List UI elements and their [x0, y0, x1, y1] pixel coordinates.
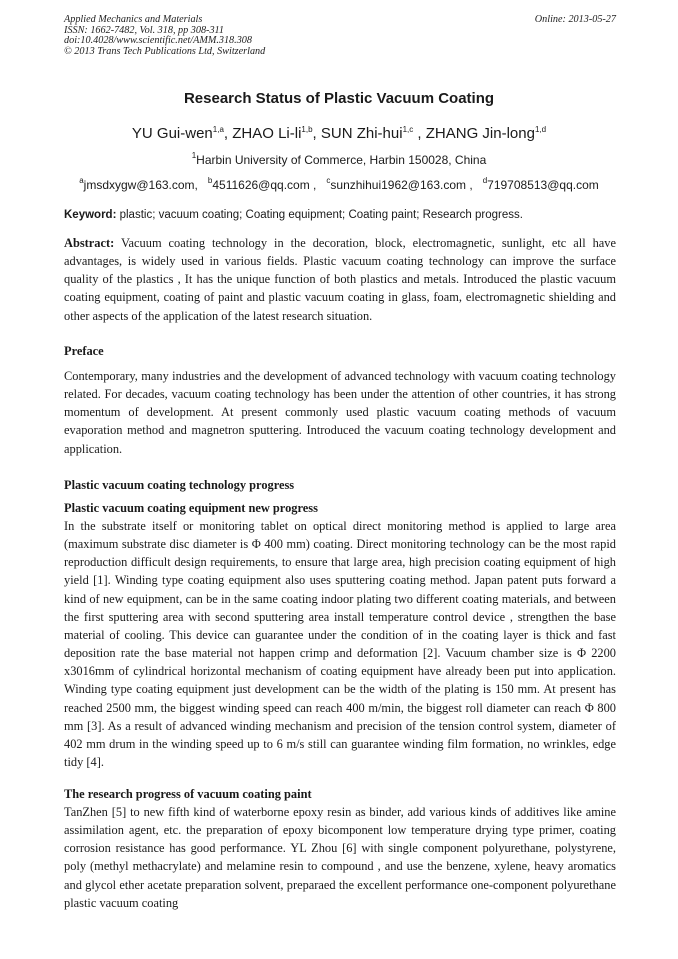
email-address: sunzhihui1962@163.com , [330, 178, 473, 192]
keywords [64, 209, 616, 221]
affiliation [0, 153, 678, 167]
author-affil-mark: 1,b [301, 125, 313, 134]
preface-heading: Preface [64, 344, 104, 358]
journal-header [64, 15, 265, 57]
online-date: Online: 2013-05-27 [534, 14, 616, 25]
author-name: SUN Zhi-hui [320, 125, 403, 142]
abstract-text: Vacuum coating technology in the decoration, block, electromagnetic, sunlight, etc all have advantages, is widely used in various fields. Plastic vacuum coating technology can improve the surface quality of the plastics , It has the unique function of both plastics and metals. Introduced the plastic vacuum coating equipment, coating of paint and plastic vacuum coating in glass, foam, electromagnetic shielding and other aspects of the application of the latest research situation. [64, 236, 616, 323]
email-separator [316, 178, 326, 192]
subsection-text: TanZhen [5] to new fifth kind of waterborne epoxy resin as binder, add various kinds of additives like amine assimilation agent, etc. the preparation of epoxy bicomponent low temperature drying type primer, coating corrosion resistance has good performance. YL Zhou [6] with single component polyurethane, polystyrene, poly (methyl methacrylate) and melamine resin to compound , and use the benzene, xylene, heavy aromatics and glycol ether acetate preparation solvent, preparaed the excellent performance one-component polyurethane plastic vacuum coating [64, 805, 616, 910]
email-separator [473, 178, 483, 192]
paper-title: Research Status of Plastic Vacuum Coating [183, 90, 495, 107]
author-name: ZHANG Jin-long [425, 125, 535, 142]
email-list [0, 178, 678, 192]
subsection-text: In the substrate itself or monitoring tablet on optical direct monitoring method is applied to large area (maximum substrate disc diameter is Φ 400 mm) coating. Direct monitoring technology can be the most rapid reproduction difficult design requirements, to ensure that large area, high precision coating equipment of high yield [1]. Winding type coating equipment also uses sputtering coating method. Japan patent puts forward a kind of new equipment, can be in the same coating indoor plating two different coating materials, and between the first sputtering area with second sputtering area install temperature control device , strengthen the base material of cooling. This device can guarantee under the condition of in the coating layer is thick and fast deposition rate the base material not happen crimp and deformation [2]. Vacuum chamber size is Φ 2200 x3016mm of cylindrical horizontal mechanism of coating equipment have already been put into application. Winding type coating equipment just development can be the width of the plating is 150 mm. At present has reached 2500 mm, the biggest winding speed can reach 400 m/min, the biggest roll diameter can reach Φ 800 mm [3]. As a result of advanced winding mechanism and precision of the tension control system, diameter of 402 mm drum in the winding speed up to 6 m/s still can guarantee winding film formation, no wrinkles, edge tidy [4]. [64, 519, 616, 770]
subsection-heading: The research progress of vacuum coating paint [64, 787, 312, 801]
author-affil-mark: 1,d [534, 125, 547, 134]
preface-text: Contemporary, many industries and the development of advanced technology with vacuum coating technology related. For decades, vacuum coating technology has been under the attention of other countries, it has strong momentum of development. At present commonly used plastic vacuum coating methods of vacuum evaporation method and magnetron sputtering. Introduced the vacuum coating technology development and application. [64, 369, 616, 456]
email-mark: b [207, 176, 213, 185]
abstract [64, 234, 616, 325]
email-mark: c [326, 176, 331, 185]
author-separator: , [312, 125, 321, 142]
journal-name: Applied Mechanics and Materials [64, 14, 203, 25]
email-mark: d [482, 176, 488, 185]
email-address: jmsdxygw@163.com, [83, 178, 198, 192]
journal-doi: doi:10.4028/www.scientific.net/AMM.318.308 [64, 35, 252, 46]
journal-issn: ISSN: 1662-7482, Vol. 318, pp 308-311 [64, 24, 224, 36]
keyword-text: plastic; vacuum coating; Coating equipment; Coating paint; Research progress. [116, 209, 523, 221]
author-separator: , [413, 125, 426, 142]
author-list [0, 125, 678, 142]
subsection-heading: Plastic vacuum coating equipment new progress [64, 501, 318, 515]
keyword-label: Keyword: [64, 209, 117, 221]
author-affil-mark: 1,a [212, 125, 224, 134]
author-affil-mark: 1,c [402, 125, 414, 134]
author-name: ZHAO Li-li [232, 125, 302, 142]
abstract-label: Abstract: [64, 236, 115, 250]
email-separator [198, 178, 208, 192]
email-address: 719708513@qq.com [487, 178, 599, 192]
email-mark: a [79, 176, 84, 185]
author-separator: , [223, 125, 233, 142]
email-address: 4511626@qq.com , [212, 178, 317, 192]
journal-copyright: © 2013 Trans Tech Publications Ltd, Switzerland [64, 45, 266, 57]
affiliation-mark: 1 [191, 151, 197, 160]
section-heading: Plastic vacuum coating technology progress [64, 478, 295, 492]
author-name: YU Gui-wen [131, 125, 213, 142]
affiliation-text: Harbin University of Commerce, Harbin 150028, China [196, 153, 487, 167]
